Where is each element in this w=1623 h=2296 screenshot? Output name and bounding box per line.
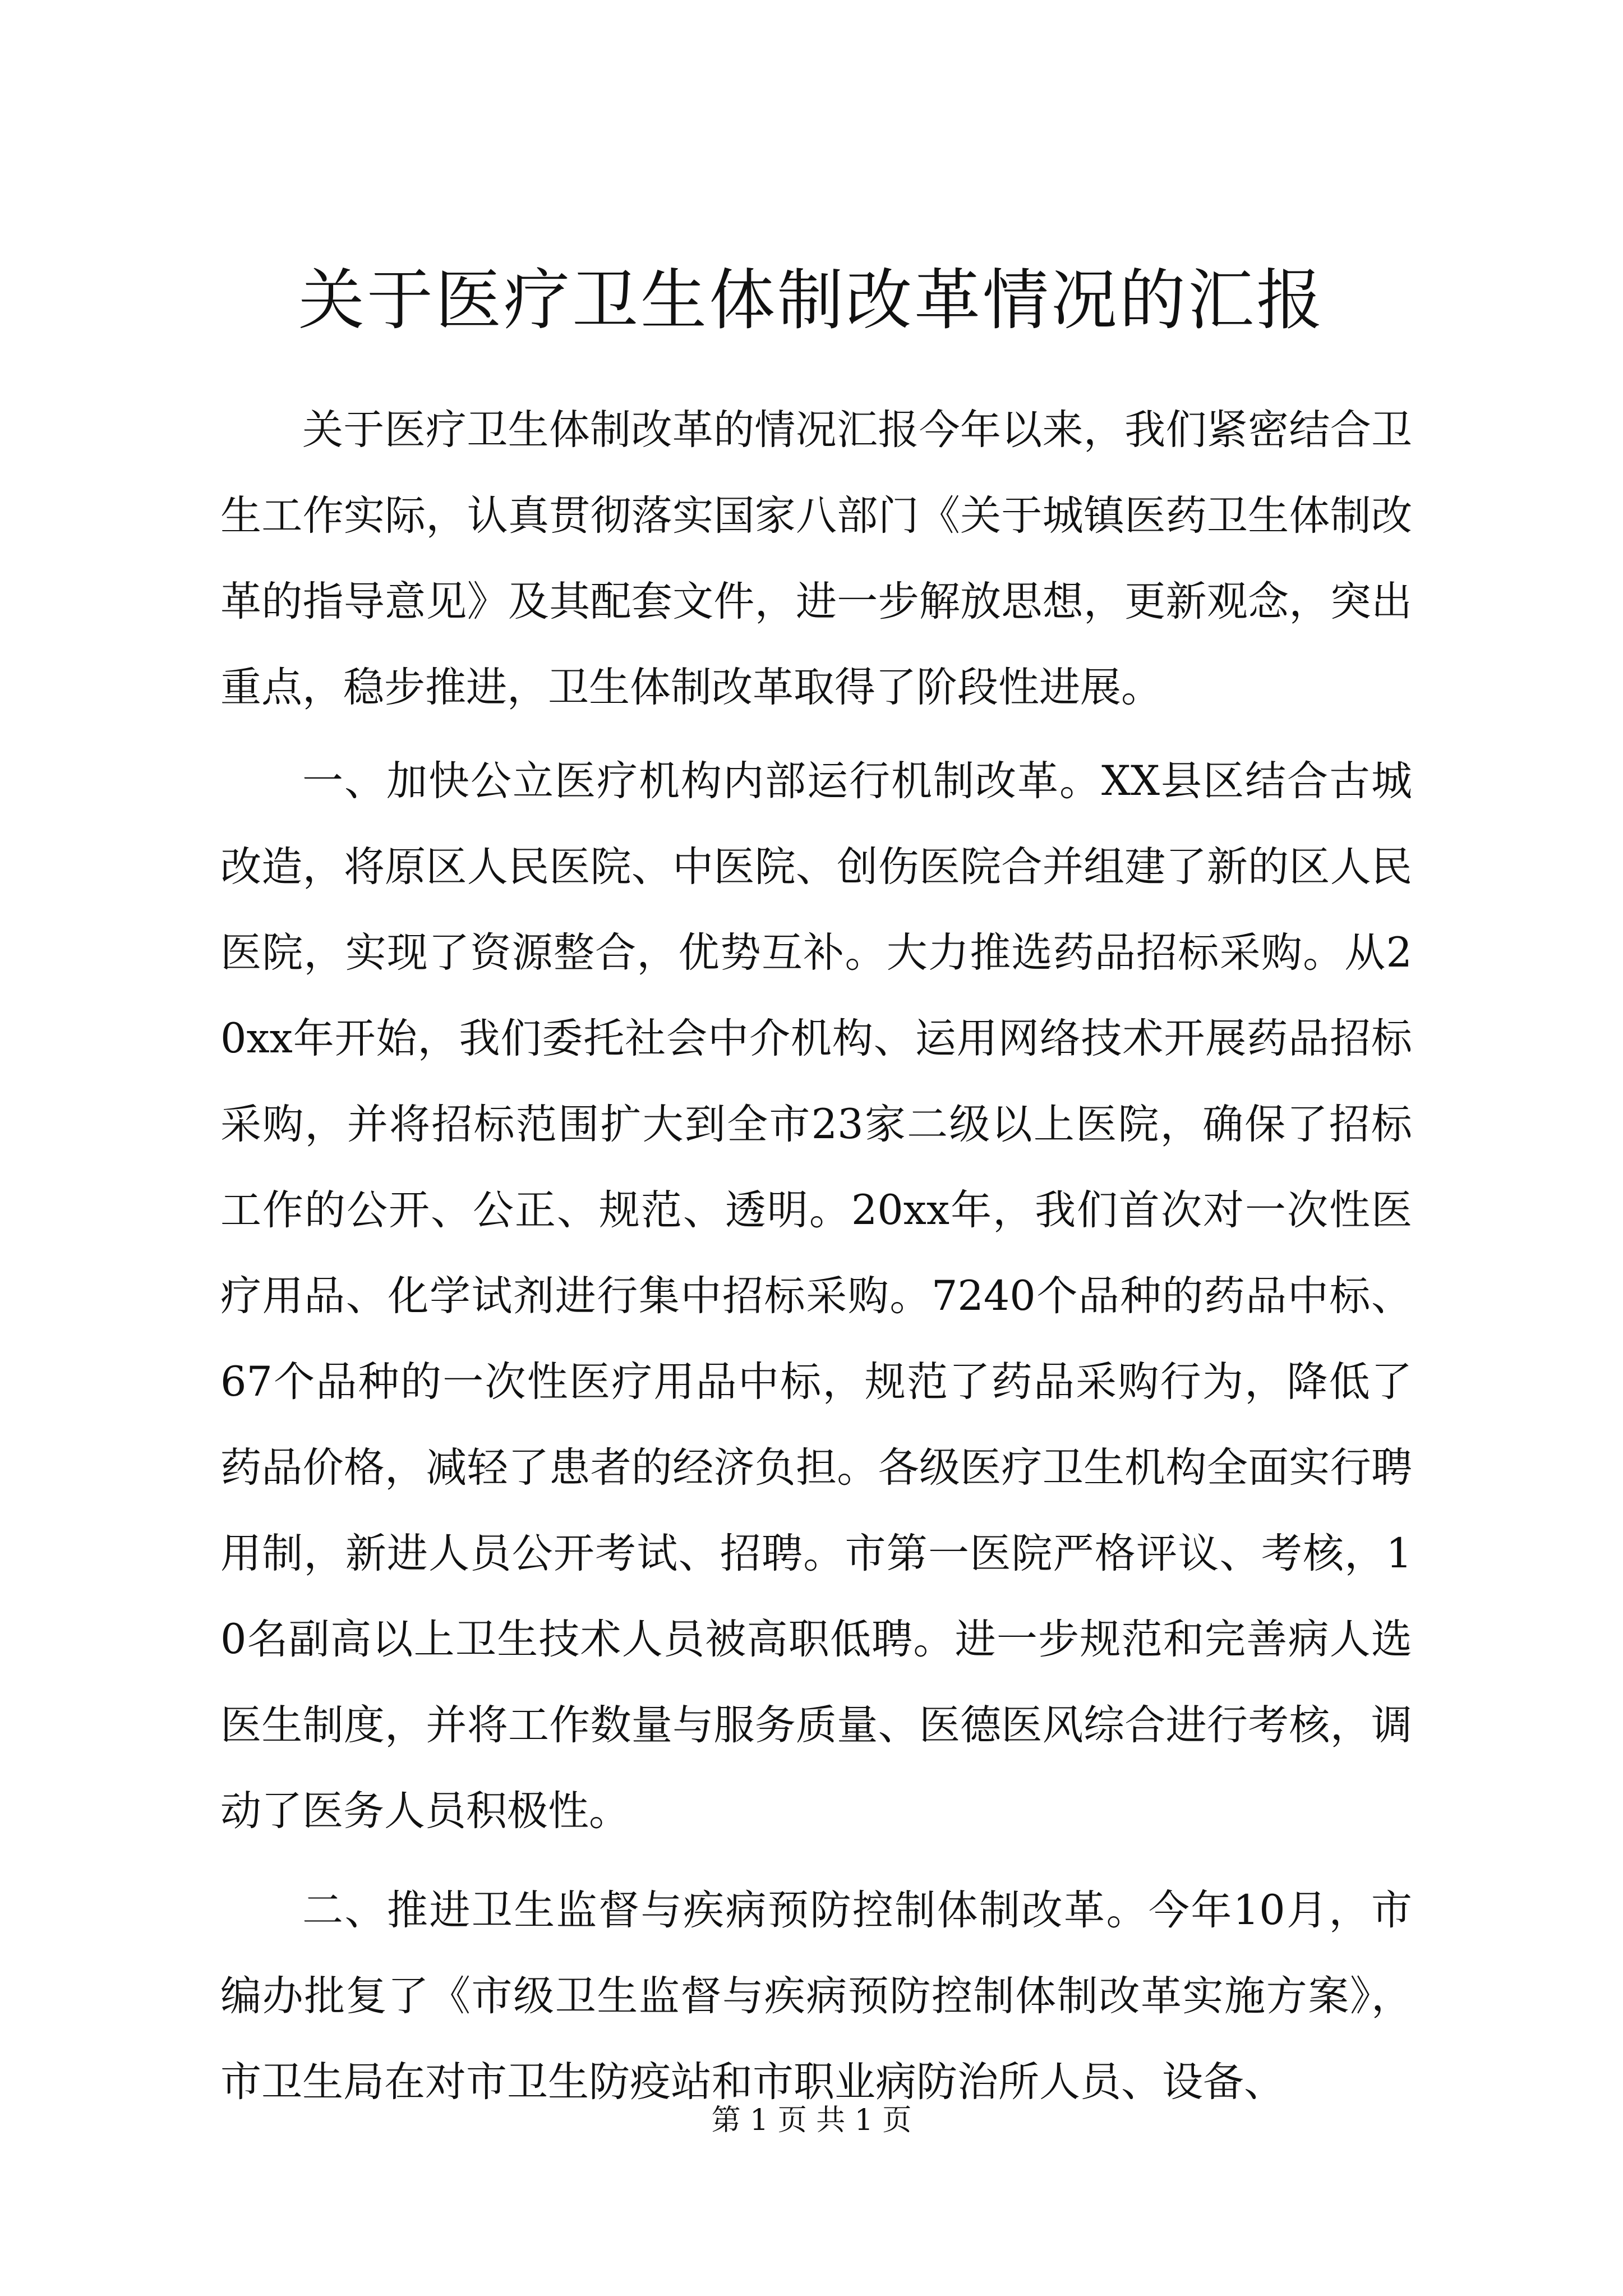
- paragraph-intro: 关于医疗卫生体制改革的情况汇报今年以来，我们紧密结合卫生工作实际，认真贯彻落实国家八部门《关于城镇医药卫生体制改革的指导意见》及其配套文件，进一步解放思想，更新观念，突出重点，稳步推进，卫生体制改革取得了阶段性进展。: [220, 406, 1412, 711]
- paragraph-section-2: 二、推进卫生监督与疾病预防控制体制改革。今年10月，市编办批复了《市级卫生监督与疾病预防控制体制改革实施方案》，市卫生局在对市卫生防疫站和市职业病防治所人员、设备、: [220, 1887, 1412, 2106]
- document-body: [220, 387, 1412, 2133]
- paragraph-section-1: 一、加快公立医疗机构内部运行机制改革。XX县区结合古城改造，将原区人民医院、中医院、创伤医院合并组建了新的区人民医院，实现了资源整合，优势互补。大力推选药品招标采购。从20xx年开始，我们委托社会中介机构、运用网络技术开展药品招标采购，并将招标范围扩大到全市23家二级以上医院，确保了招标工作的公开、公正、规范、透明。20xx年，我们首次对一次性医疗用品、化学试剂进行集中招标采购。7240个品种的药品中标、67个品种的一次性医疗用品中标，规范了药品采购行为，降低了药品价格，减轻了患者的经济负担。各级医疗卫生机构全面实行聘用制，新进人员公开考试、招聘。市第一医院严格评议、考核，10名副高以上卫生技术人员被高职低聘。进一步规范和完善病人选医生制度，并将工作数量与服务质量、医德医风综合进行考核，调动了医务人员积极性。: [220, 757, 1412, 1835]
- page-footer: 第 1 页 共 1 页: [711, 2104, 912, 2137]
- document-title: 关于医疗卫生体制改革情况的汇报: [298, 261, 1325, 339]
